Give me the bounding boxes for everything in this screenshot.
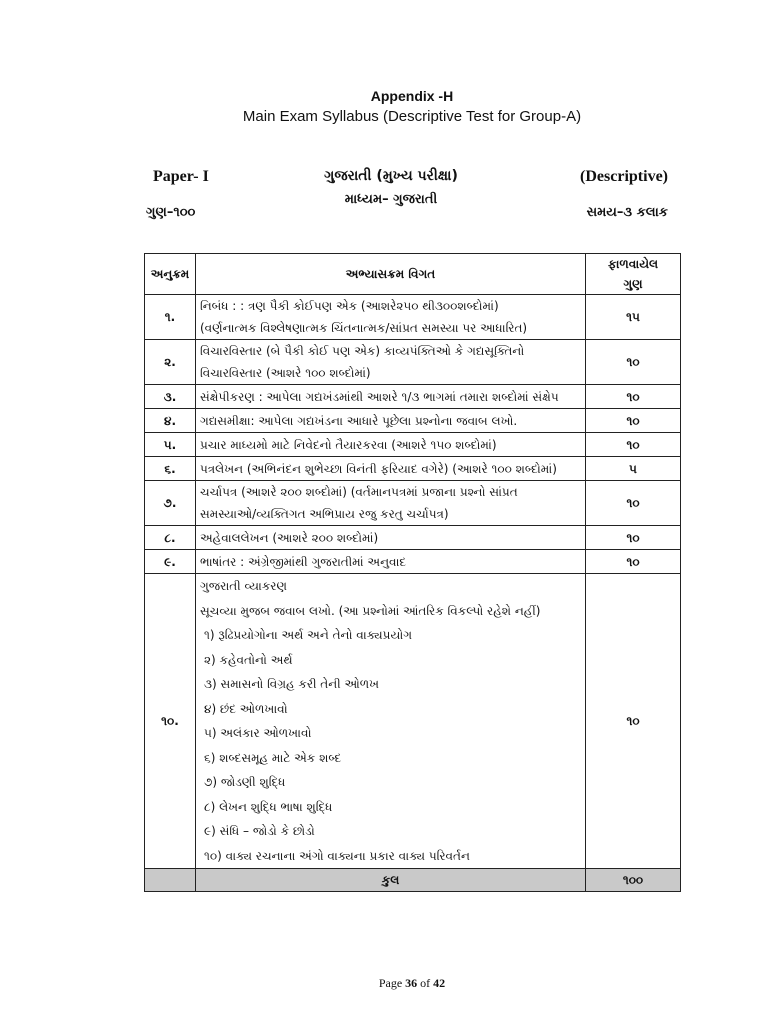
row-detail xyxy=(196,550,586,574)
row-detail-line: સંક્ષેપીકરણ : આપેલા ગદ્યખંડમાંથી આશરે ૧/૩ ભાગમાં તમારા શબ્દોમાં સંક્ષેપ xyxy=(200,389,559,404)
grammar-item: ૬) શબ્દસમૂહ માટે એક શબ્દ xyxy=(204,750,342,765)
table-row-grammar xyxy=(145,574,681,869)
row-serial: ૬. xyxy=(145,457,196,481)
row-detail xyxy=(196,409,586,433)
grammar-item: ૧૦) વાક્ય રચનાના અંગો વાક્યના પ્રકાર વાક્ય પરિવર્તન xyxy=(204,848,470,863)
header-detail: અભ્યાસક્રમ વિગત xyxy=(196,254,586,295)
row-marks: ૧૦ xyxy=(586,340,681,385)
row-detail xyxy=(196,385,586,409)
row-detail-line: ગદ્યસમીક્ષા: આપેલા ગદ્યખંડના આધારે પૂછેલા પ્રશ્નોના જવાબ લખો. xyxy=(200,413,518,428)
table-row xyxy=(145,385,681,409)
row-detail xyxy=(196,295,586,340)
appendix-title: Appendix -H xyxy=(370,88,454,104)
grammar-instruction: સૂચવ્યા મુજબ જવાબ લખો. (આ પ્રશ્નોમાં આંતરિક વિકલ્પો રહેશે નહીં) xyxy=(200,603,541,618)
syllabus-subtitle: Main Exam Syllabus (Descriptive Test for Group-A) xyxy=(242,108,582,125)
table-row xyxy=(145,295,681,340)
paper-label: Paper- I xyxy=(153,168,209,185)
total-empty-cell xyxy=(145,869,196,892)
total-label: કુલ xyxy=(196,869,586,892)
row-detail-line: નિબંધ : : ત્રણ પૈકી કોઈપણ એક (આશરે૨૫૦ થી૩૦૦શબ્દોમાં) xyxy=(200,299,499,313)
row-marks: ૧૦ xyxy=(586,385,681,409)
header-serial: અનુક્રમ xyxy=(145,254,196,295)
grammar-detail xyxy=(196,574,586,869)
subject-title: ગુજરાતી (મુખ્ય પરીક્ષા) xyxy=(324,168,458,184)
total-marks: ૧૦૦ xyxy=(586,869,681,892)
grammar-item: ૯) સંધિ – જોડો કે છોડો xyxy=(204,824,315,838)
table-row xyxy=(145,409,681,433)
footer-prefix: Page xyxy=(378,976,406,990)
table-row-total xyxy=(145,869,681,892)
grammar-item: ૨) કહેવતોનો અર્થ xyxy=(204,652,293,667)
footer-middle: of xyxy=(417,976,434,990)
header-marks xyxy=(586,254,681,295)
page-footer xyxy=(0,976,768,991)
row-serial: ૪. xyxy=(145,409,196,433)
grammar-title: ગુજરાતી વ્યાકરણ xyxy=(200,579,287,593)
grammar-item: ૫) અલંકાર ઓળખાવો xyxy=(204,726,312,740)
header-marks-line2: ગુણ xyxy=(623,277,643,291)
row-detail-line: અહેવાલલેખન (આશરે ૨૦૦ શબ્દોમાં) xyxy=(200,530,379,545)
row-marks: ૧૦ xyxy=(586,550,681,574)
row-detail-line: પત્રલેખન (અભિનંદન શુભેચ્છા વિનંતી ફરિયાદ વગેરે) (આશરે ૧૦૦ શબ્દોમાં) xyxy=(200,461,557,476)
medium-label: માધ્યમ– ગુજરાતી xyxy=(344,192,438,207)
row-marks: ૧૦ xyxy=(586,433,681,457)
row-detail-line: ચર્ચાપત્ર (આશરે ૨૦૦ શબ્દોમાં) (વર્તમાનપત્રમાં પ્રજાના પ્રશ્નો સાંપ્રત xyxy=(200,485,518,499)
row-detail-line: (વર્ણનાત્મક વિશ્લેષણાત્મક ચિંતનાત્મક/સાંપ્રત સમસ્યા પર આધારિત) xyxy=(200,321,528,335)
row-detail-line: પ્રચાર માધ્યમો માટે નિવેદનો તૈયારકરવા (આશરે ૧૫૦ શબ્દોમાં) xyxy=(200,437,497,452)
row-detail-line: વિચારવિસ્તાર (બે પૈકી કોઈ પણ એક) કાવ્યપંક્તિઓ કે ગદ્યસૂક્તિનો xyxy=(200,344,525,358)
footer-total: 42 xyxy=(433,976,446,990)
row-serial: ૮. xyxy=(145,526,196,550)
row-detail-line: વિચારવિસ્તાર (આશરે ૧૦૦ શબ્દોમાં) xyxy=(200,366,371,380)
row-detail xyxy=(196,433,586,457)
footer-page: 36 xyxy=(405,976,418,990)
row-serial: ૭. xyxy=(145,481,196,526)
row-serial: ૨. xyxy=(145,340,196,385)
table-row xyxy=(145,340,681,385)
table-row xyxy=(145,457,681,481)
row-marks: ૧૦ xyxy=(586,481,681,526)
row-serial: ૫. xyxy=(145,433,196,457)
row-detail-line: સમસ્યાઓ/વ્યક્તિગત અભિપ્રાય રજુ કરતુ ચર્ચાપત્ર) xyxy=(200,507,449,521)
table-row xyxy=(145,526,681,550)
table-header-row xyxy=(145,254,681,295)
syllabus-table xyxy=(144,253,681,892)
grammar-item: ૪) છંદ ઓળખાવો xyxy=(204,701,288,716)
row-serial: ૧૦. xyxy=(145,574,196,869)
total-marks-label: ગુણ–૧૦૦ xyxy=(146,205,196,220)
row-serial: ૯. xyxy=(145,550,196,574)
row-detail xyxy=(196,526,586,550)
row-marks: ૧૦ xyxy=(586,409,681,433)
table-row xyxy=(145,481,681,526)
row-marks: ૧૦ xyxy=(586,574,681,869)
exam-type: (Descriptive) xyxy=(580,168,668,185)
grammar-item: ૮) લેખન શુદ્ધિ ભાષા શુદ્ધિ xyxy=(204,799,333,814)
header-marks-line1: ફાળવાયેલ xyxy=(607,257,659,271)
row-serial: ૩. xyxy=(145,385,196,409)
grammar-item: ૭) જોડણી શુદ્ધિ xyxy=(204,775,286,789)
table-row xyxy=(145,550,681,574)
row-detail-line: ભાષાંતર : અંગ્રેજીમાંથી ગુજરાતીમાં અનુવાદ xyxy=(200,554,407,569)
grammar-item: ૩) સમાસનો વિગ્રહ કરી તેની ઓળખ xyxy=(204,677,379,691)
table-row xyxy=(145,433,681,457)
row-marks: ૫ xyxy=(586,457,681,481)
row-marks: ૧૦ xyxy=(586,526,681,550)
time-label: સમય–૩ કલાક xyxy=(586,205,668,220)
grammar-item: ૧) રૂઢિપ્રયોગોના અર્થ અને તેનો વાક્યપ્રયોગ xyxy=(204,628,413,642)
row-detail xyxy=(196,457,586,481)
row-detail xyxy=(196,340,586,385)
row-marks: ૧૫ xyxy=(586,295,681,340)
row-serial: ૧. xyxy=(145,295,196,340)
row-detail xyxy=(196,481,586,526)
